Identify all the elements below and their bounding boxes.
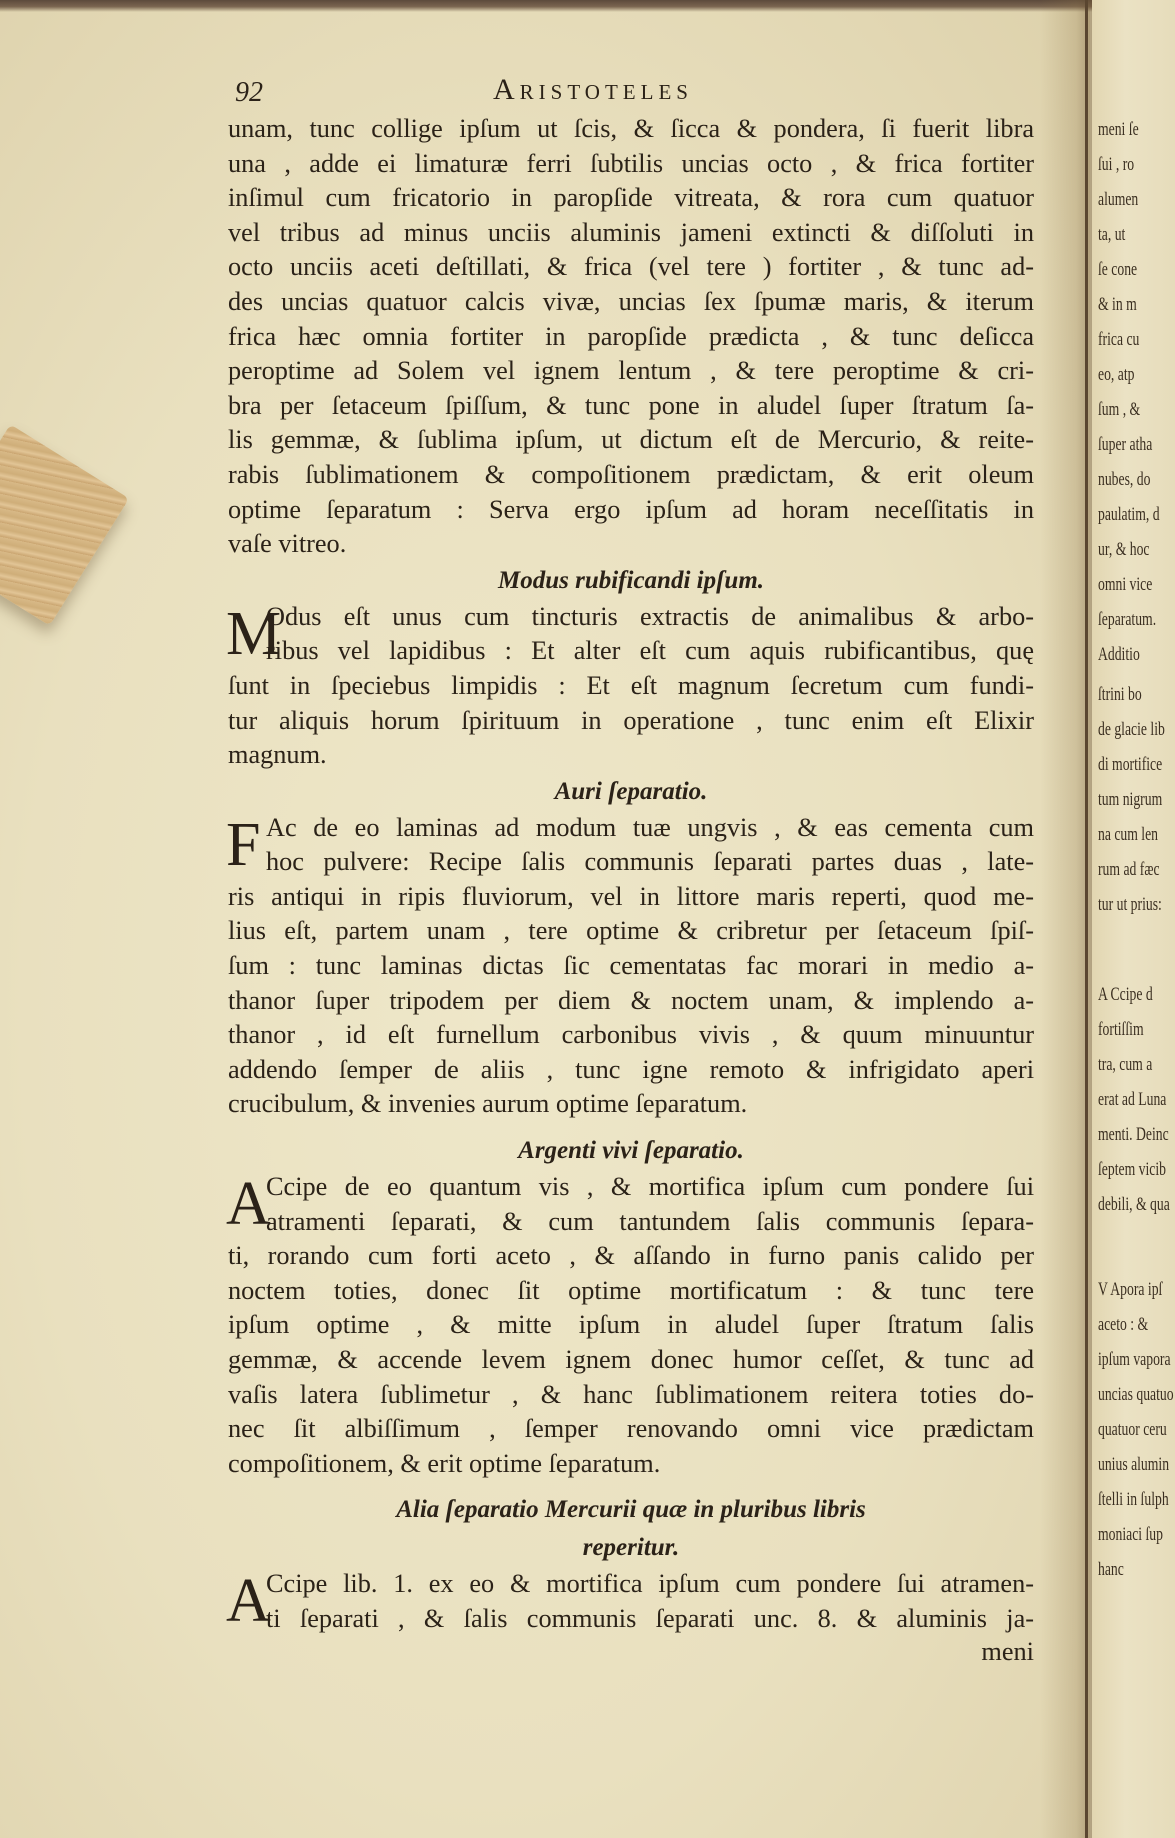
text-line: vaſis latera ſublimetur , & hanc ſublimationem reitera toties do-: [228, 1379, 1034, 1409]
text-line: optime ſeparatum : Serva ergo ipſum ad horam neceſſitatis in: [228, 494, 1034, 524]
text-line: tur aliquis horum ſpirituum in operatione , tunc enim eſt Elixir: [228, 705, 1034, 735]
facing-page-line: ipſum vapora: [1098, 1349, 1171, 1370]
text-line: Ac de eo laminas ad modum tuæ ungvis , & eas cementa cum: [266, 812, 1034, 842]
section-heading: Argenti vivi ſeparatio.: [518, 1137, 744, 1165]
text-line: vel tribus ad minus unciis aluminis jameni extincti & diſſoluti in: [228, 217, 1034, 247]
facing-page-line: fortiſſim: [1098, 1019, 1144, 1040]
text-line: nec ſit albiſſimum , ſemper renovando omni vice prædictam: [228, 1414, 1034, 1444]
facing-page-line: V Apora ipſ: [1098, 1279, 1163, 1300]
facing-page-line: ſtrini bo: [1098, 684, 1142, 705]
text-line: des uncias quatuor calcis vivæ, uncias ſex ſpumæ maris, & iterum: [228, 286, 1034, 316]
text-line: magnum.: [228, 740, 327, 770]
section-heading: Modus rubificandi ipſum.: [497, 566, 765, 594]
text-line: crucibulum, & invenies aurum optime ſeparatum.: [228, 1089, 748, 1119]
text-line: thanor , id eſt furnellum carbonibus vivis , & quum minuuntur: [228, 1020, 1034, 1050]
text-line: una , adde ei limaturæ ferri ſubtilis uncias octo , & frica fortiter: [228, 148, 1034, 178]
catchword: meni: [981, 1636, 1034, 1666]
facing-page-line: tum nigrum: [1098, 789, 1163, 810]
text-line: peroptime ad Solem vel ignem lentum , & tere peroptime & cri-: [228, 356, 1034, 386]
facing-page-line: quatuor ceru: [1098, 1419, 1167, 1440]
facing-page: [1092, 0, 1175, 1838]
facing-page-line: rum ad fæc: [1098, 859, 1160, 880]
facing-page-line: uncias quatuo: [1098, 1384, 1174, 1405]
facing-page-line: ſeptem vicib: [1098, 1159, 1167, 1180]
text-line: Ccipe de eo quantum vis , & mortifica ipſum cum pondere ſui: [266, 1172, 1034, 1202]
text-line: atramenti ſeparati, & cum tantundem ſalis communis ſepara-: [266, 1206, 1034, 1236]
page-top-edge: [0, 0, 1110, 12]
facing-page-line: ſum , &: [1098, 399, 1141, 420]
text-line: noctem toties, donec ſit optime mortificatum : & tunc tere: [228, 1275, 1034, 1305]
section-paragraph: [228, 600, 1034, 773]
facing-page-line: alumen: [1098, 189, 1139, 210]
facing-page-line: & in m: [1098, 294, 1137, 315]
text-line: hoc pulvere: Recipe ſalis communis ſeparati partes duas , late-: [266, 847, 1034, 877]
text-line: Odus eſt unus cum tincturis extractis de animalibus & arbo-: [266, 601, 1034, 631]
text-line: lius eſt, partem unam , tere optime & cribretur per ſetaceum ſpiſ-: [228, 916, 1034, 946]
facing-page-line: menti. Deinc: [1098, 1124, 1169, 1145]
main-text-block: [228, 112, 1034, 1667]
text-line: bra per ſetaceum ſpiſſum, & tunc pone in aludel ſuper ſtratum ſa-: [228, 390, 1034, 420]
facing-page-line: debili, & qua: [1098, 1194, 1170, 1215]
text-line: lis gemmæ, & ſublima ipſum, ut dictum eſt de Mercurio, & reite-: [228, 425, 1034, 455]
facing-page-line: ſtelli in ſulph: [1098, 1489, 1169, 1510]
text-line: ti ſeparati , & ſalis communis ſeparati unc. 8. & aluminis ja-: [266, 1603, 1034, 1633]
running-title: Aristoteles: [493, 73, 693, 106]
text-line: ris antiqui in ripis fluviorum, vel in littore maris reperti, quod me-: [228, 881, 1034, 911]
facing-page-line: ſeparatum.: [1098, 609, 1157, 630]
text-line: compoſitionem, & erit optime ſeparatum.: [228, 1448, 661, 1478]
page-number: 92: [235, 77, 263, 108]
intro-paragraph: [228, 112, 1034, 562]
facing-page-line: omni vice: [1098, 574, 1153, 595]
facing-page-line: ſuper atha: [1098, 434, 1153, 455]
spacer: [228, 1122, 1034, 1132]
facing-page-line: eo, atp: [1098, 364, 1135, 385]
facing-page-line: ur, & hoc: [1098, 539, 1150, 560]
facing-page-line: na cum len: [1098, 824, 1159, 845]
facing-page-line: nubes, do: [1098, 469, 1151, 490]
text-line: octo unciis aceti deſtillati, & frica (vel tere ) fortiter , & tunc ad-: [228, 252, 1034, 282]
text-line: gemmæ, & accende levem ignem donec humor ceſſet, & tunc ad: [228, 1345, 1034, 1374]
text-line: Ccipe lib. 1. ex eo & mortifica ipſum cum pondere ſui atramen-: [266, 1569, 1034, 1599]
text-line: unam, tunc collige ipſum ut ſcis, & ſicca & pondera, ſi fuerit libra: [228, 114, 1034, 143]
facing-page-line: di mortifice: [1098, 754, 1163, 775]
facing-page-line: ta, ut: [1098, 224, 1126, 245]
facing-page-line: ſui , ro: [1098, 154, 1135, 175]
text-line: ſum : tunc laminas dictas ſic cementatas fac morari in medio a-: [228, 951, 1034, 981]
text-line: rabis ſublimationem & compoſitionem prædictam, & erit oleum: [228, 459, 1034, 489]
facing-page-line: unius alumin: [1098, 1454, 1170, 1475]
text-line: ipſum optime , & mitte ipſum in aludel ſuper ſtratum ſalis: [228, 1310, 1034, 1340]
facing-page-edge: [1085, 0, 1088, 1838]
section-heading-continuation: reperitur.: [582, 1534, 680, 1562]
text-line: ſunt in ſpeciebus limpidis : Et eſt magnum ſecretum cum fundi-: [228, 670, 1034, 700]
facing-page-line: Additio: [1098, 644, 1140, 665]
drop-cap: F: [226, 810, 261, 879]
text-line: addendo ſemper de aliis , tunc igne remoto & infrigidato aperi: [228, 1054, 1034, 1084]
text-line: ti, rorando cum forti aceto , & aſſando in furno panis calido per: [228, 1241, 1034, 1271]
section-paragraph: [228, 811, 1034, 1122]
facing-page-line: tra, cum a: [1098, 1054, 1153, 1075]
facing-page-line: moniaci ſup: [1098, 1524, 1163, 1545]
section-paragraph: [228, 1170, 1034, 1481]
facing-page-line: erat ad Luna: [1098, 1089, 1167, 1110]
section-heading: Auri ſeparatio.: [554, 777, 708, 805]
facing-page-line: ſe cone: [1098, 259, 1138, 280]
facing-page-line: de glacie lib: [1098, 719, 1165, 740]
page-header: [235, 73, 1035, 113]
text-line: thanor ſuper tripodem per diem & noctem unam, & implendo a-: [228, 985, 1034, 1015]
facing-page-line: paulatim, d: [1098, 504, 1160, 525]
facing-page-line: A Ccipe d: [1098, 984, 1153, 1005]
facing-page-line: aceto : &: [1098, 1314, 1149, 1335]
text-line: frica hæc omnia fortiter in paropſide prædicta , & tunc deſicca: [228, 321, 1034, 351]
drop-cap: A: [226, 1567, 271, 1636]
drop-cap: A: [226, 1170, 271, 1239]
drop-cap: M: [226, 599, 282, 668]
text-line: vaſe vitreo.: [228, 529, 347, 559]
facing-page-line: hanc: [1098, 1559, 1124, 1580]
text-line: ribus vel lapidibus : Et alter eſt cum aquis rubificantibus, quę: [266, 636, 1034, 666]
section-heading: Alia ſeparatio Mercurii quæ in pluribus libris: [396, 1496, 866, 1524]
facing-page-line: tur ut prius:: [1098, 894, 1162, 915]
facing-page-line: frica cu: [1098, 329, 1140, 350]
spacer: [228, 1481, 1034, 1491]
text-line: inſimul cum fricatorio in paropſide vitreata, & rora cum quatuor: [228, 183, 1034, 213]
section-paragraph: [228, 1567, 1034, 1636]
facing-page-line: meni ſe: [1098, 119, 1139, 140]
